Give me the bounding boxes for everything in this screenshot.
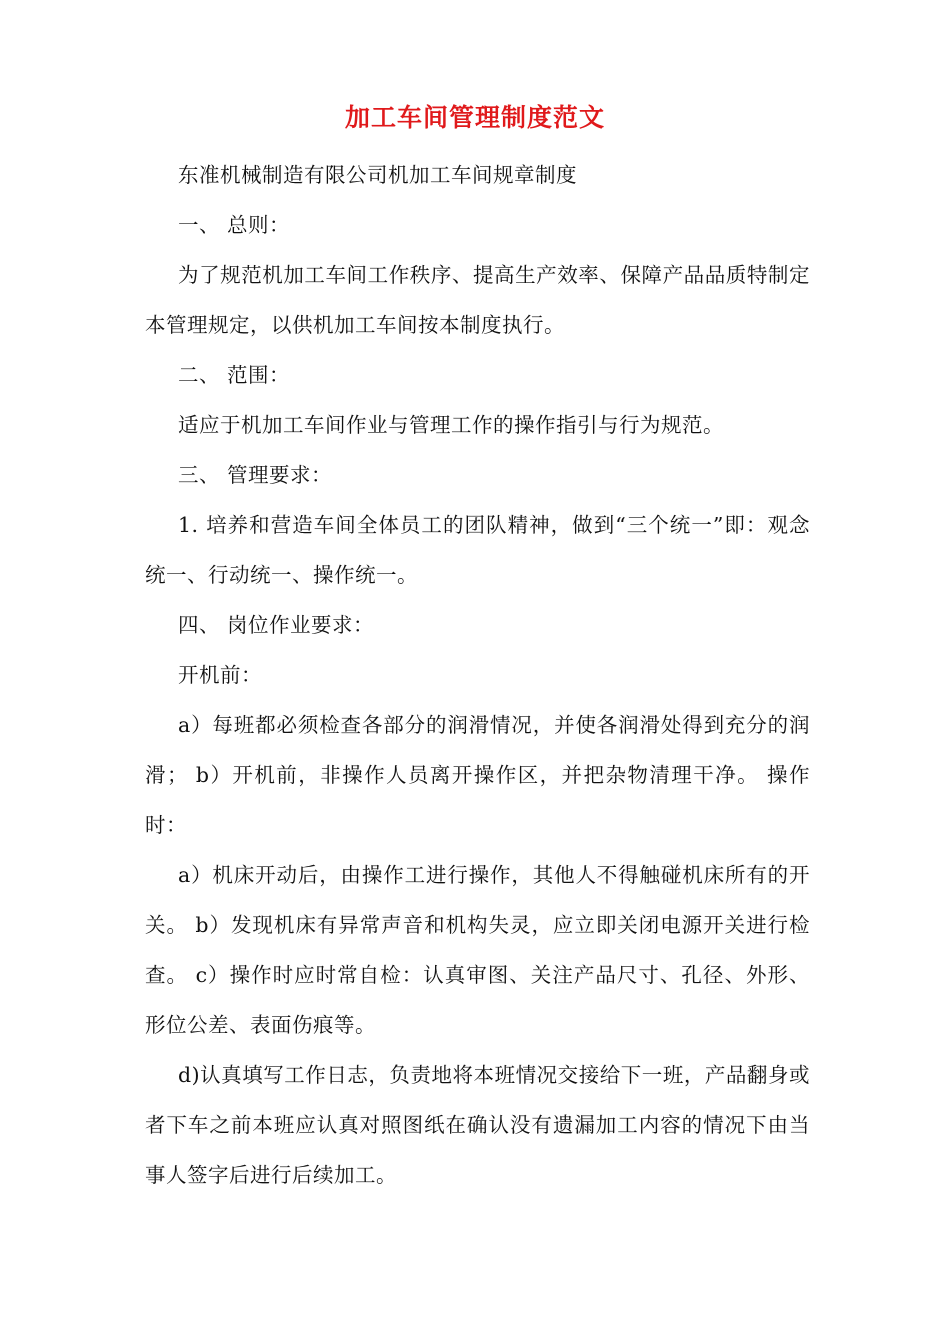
section-heading-management: 三、 管理要求： [178, 463, 333, 487]
paragraph-during-operation: a）机床开动后，由操作工进行操作，其他人不得触碰机床所有的开关。 b）发现机床有异常声音和机构失灵，应立即关闭电源开关进行检查。 c）操作时应时常自检：认真审图、关注产品尺寸、孔径、外形、形位公差、表面伤痕等。 [145, 863, 810, 1037]
subheading-before-start: 开机前： [178, 663, 262, 687]
paragraph-scope: 适应于机加工车间作业与管理工作的操作指引与行为规范。 [178, 413, 724, 437]
paragraph-teamwork: 1. 培养和营造车间全体员工的团队精神，做到“三个统一”即：观念统一、行动统一、操作统一。 [145, 513, 810, 587]
document-body [145, 150, 810, 1200]
company-heading: 东准机械制造有限公司机加工车间规章制度 [178, 163, 577, 187]
paragraph-before-start: a）每班都必须检查各部分的润滑情况，并使各润滑处得到充分的润滑； b）开机前，非操作人员离开操作区，并把杂物清理干净。 操作时： [145, 713, 810, 837]
section-heading-general: 一、 总则： [178, 213, 291, 237]
section-heading-post-requirements: 四、 岗位作业要求： [178, 613, 375, 637]
paragraph-purpose: 为了规范机加工车间工作秩序、提高生产效率、保障产品品质特制定本管理规定，以供机加工车间按本制度执行。 [145, 263, 810, 337]
paragraph-work-log: d)认真填写工作日志，负责地将本班情况交接给下一班，产品翻身或者下车之前本班应认真对照图纸在确认没有遗漏加工内容的情况下由当事人签字后进行后续加工。 [145, 1063, 810, 1187]
document-title: 加工车间管理制度范文 [344, 103, 605, 132]
section-heading-scope: 二、 范围： [178, 363, 291, 387]
